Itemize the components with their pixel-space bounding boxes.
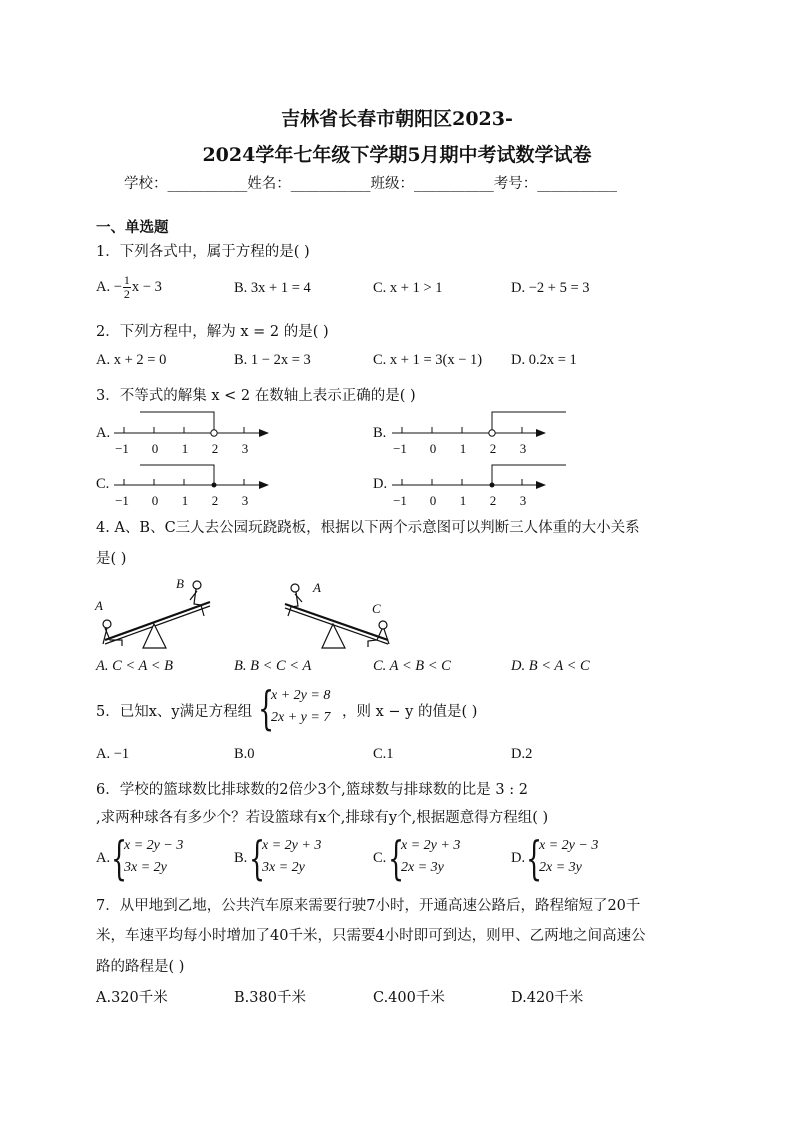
tick-label: 1 [459, 441, 467, 456]
student-info-fields: 学校：___________姓名：___________班级：___________考号：___________ [124, 176, 617, 192]
q2-option-b: B. 1 − 2x = 3 [234, 352, 311, 368]
fraction: $\frac{1}{2}$ [123, 273, 130, 301]
q7-stem-line1: 7．从甲地到乙地，公共汽车原来需要行驶7小时，开通高速公路后，路程缩短了20千 [96, 898, 641, 914]
q7-option-a: A.320千米 [96, 990, 168, 1006]
q5-option-c: C.1 [373, 746, 394, 762]
q5-eq1: x + 2y = 8 [271, 688, 331, 703]
number-line-d [392, 465, 566, 508]
figure-label-a: A [313, 580, 321, 595]
number-line-b [392, 412, 566, 456]
tick-label: −1 [393, 441, 407, 456]
q5-stem-pre: 5．已知x、y满足方程组 [96, 704, 253, 720]
q1-option-d: D. −2 + 5 = 3 [511, 280, 590, 296]
tick-label: 3 [241, 493, 249, 508]
q7-stem-line3: 路的路程是( ) [96, 959, 185, 975]
exam-title-line1: 吉林省长春市朝阳区2023- [281, 108, 513, 130]
tick-label: −1 [115, 493, 129, 508]
q4-option-a: A. C < A < B [96, 658, 174, 674]
tick-label: 0 [429, 493, 437, 508]
exam-page: 吉林省长春市朝阳区2023- 2024学年七年级下学期5月期中考试数学试卷 学校：___________姓名：___________班级：___________考号：___________ 一、单选题 1．下列各式中，属于方程的是( ) A. − $\frac{1}{2}$ x − 3 B. 3x + 1 = 4 C. x + 1 > 1 D. −2 + 5 = 3 2．下列方程中，解为 x = 2 的是( ) A. x + 2 = 0 B. 1 − 2x = 3 C. x + 1 = 3(x − 1) D. 0.2x = 1 3．不等式的解集 x < 2 在数轴上表示正确的是( ) A. B. C. D. −1 0 1 2 3 −1 0 1 2 3 −1 0 1 2 3 −1 0 1 2 3 A B A C 4. A、B、C三人去公园玩跷跷板，根据以下两个示意图可以判断三人体重的大小关系 是( ) A. C < A < B B. B < C < A C. A < B < C D. B < A < C 5．已知x、y满足方程组 { x + 2y = 8 2x + y = 7 ，则 x − y 的值是( ) A. −1 B.0 C.1 D.2 6．学校的篮球数比排球数的2倍少3个,篮球数与排球数的比是 3 : 2 ,求两种球各有多少个？若设篮球有x个,排球有y个,根据题意得方程组( ) A. { x = 2y − 3 3x = 2y B. { x = 2y + 3 3x = 2y C. { x = 2y + 3 2x = 3y D. { x = 2y − 3 2x = 3y 7．从甲地到乙地，公共汽车原来需要行驶7小时，开通高速公路后，路程缩短了20千 米，车速平均每小时增加了40千米，只需要4小时即可到达，则甲、乙两地之间高速公 路的路程是( ) A.320千米 B.380千米 C.400千米 D.420千米 [0, 0, 794, 1123]
q4-stem-line2: 是( ) [96, 551, 127, 567]
tick-label: 2 [489, 441, 497, 456]
number-line-c [114, 465, 268, 508]
q1-option-b: B. 3x + 1 = 4 [234, 280, 311, 296]
q3-option-a-label: A. [96, 425, 111, 441]
q7-option-b: B.380千米 [234, 990, 306, 1006]
tick-label: −1 [115, 441, 129, 456]
q3-option-c-label: C. [96, 476, 110, 492]
tick-label: 0 [429, 441, 437, 456]
q5-stem-post: ，则 x − y 的值是( ) [342, 704, 478, 720]
figure-label-c: C [372, 601, 381, 616]
q4-option-b: B. B < C < A [234, 658, 312, 674]
q6-stem-line1: 6．学校的篮球数比排球数的2倍少3个,篮球数与排球数的比是 3 : 2 [96, 782, 528, 798]
q3-stem: 3．不等式的解集 x < 2 在数轴上表示正确的是( ) [96, 388, 416, 404]
q4-option-c: C. A < B < C [373, 658, 451, 674]
q2-option-d: D. 0.2x = 1 [511, 352, 577, 368]
figure-label-b: B [176, 576, 184, 591]
q5-option-a: A. −1 [96, 746, 130, 762]
tick-label: 0 [151, 441, 159, 456]
q4-stem-line1: 4. A、B、C三人去公园玩跷跷板，根据以下两个示意图可以判断三人体重的大小关系 [96, 520, 640, 536]
exam-title-line2: 2024学年七年级下学期5月期中考试数学试卷 [202, 144, 592, 166]
tick-label: 1 [181, 493, 189, 508]
q3-option-d-label: D. [373, 476, 388, 492]
q6-option-d-label: D. [511, 850, 526, 866]
q6-option-a-label: A. [96, 850, 111, 866]
tick-label: 3 [519, 441, 527, 456]
q2-option-c: C. x + 1 = 3(x − 1) [373, 352, 483, 368]
q1-stem: 1．下列各式中，属于方程的是( ) [96, 244, 310, 260]
tick-label: 0 [151, 493, 159, 508]
q6-option-b-label: B. [234, 850, 248, 866]
q7-stem-line2: 米，车速平均每小时增加了40千米，只需要4小时即可到达，则甲、乙两地之间高速公 [96, 928, 646, 944]
q5-option-b: B.0 [234, 746, 255, 762]
number-line-a [114, 412, 268, 456]
q5-option-d: D.2 [511, 746, 533, 762]
q5-eq2: 2x + y = 7 [271, 710, 331, 725]
tick-label: 1 [459, 493, 467, 508]
q7-option-d: D.420千米 [511, 990, 584, 1006]
figure-label-a: A [95, 598, 103, 613]
seesaw-figure-2 [285, 580, 389, 648]
tick-label: −1 [393, 493, 407, 508]
tick-label: 2 [489, 493, 497, 508]
q2-stem: 2．下列方程中，解为 x = 2 的是( ) [96, 324, 329, 340]
seesaw-figure-1 [94, 576, 210, 648]
tick-label: 3 [241, 441, 249, 456]
q6-option-c-label: C. [373, 850, 387, 866]
q7-option-c: C.400千米 [373, 990, 445, 1006]
q3-option-b-label: B. [373, 425, 387, 441]
tick-label: 2 [211, 493, 219, 508]
section-title: 一、单选题 [96, 219, 169, 236]
q6-stem-line2: ,求两种球各有多少个？若设篮球有x个,排球有y个,根据题意得方程组( ) [96, 810, 549, 826]
q1-option-c: C. x + 1 > 1 [373, 280, 443, 296]
tick-label: 3 [519, 493, 527, 508]
q4-option-d: D. B < A < C [511, 658, 590, 674]
q2-option-a: A. x + 2 = 0 [96, 352, 167, 368]
tick-label: 1 [181, 441, 189, 456]
tick-label: 2 [211, 441, 219, 456]
q1-option-a: A. − $\frac{1}{2}$ x − 3 [96, 273, 162, 301]
